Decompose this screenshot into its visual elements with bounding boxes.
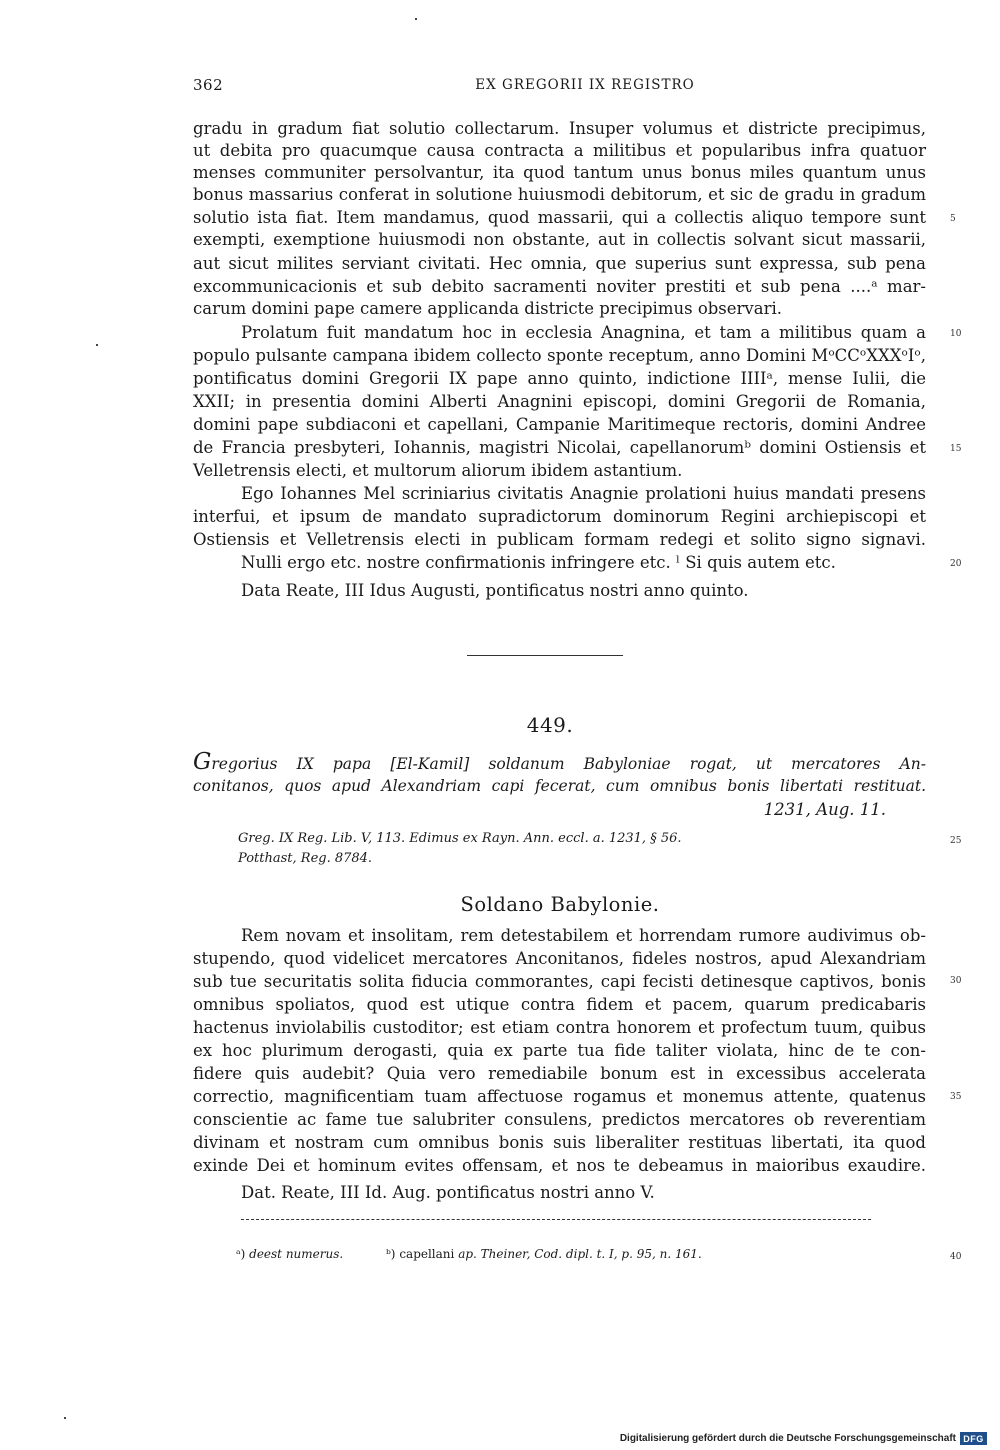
footnote-a-mark: ᵃ) xyxy=(236,1247,246,1261)
footnote-b-mark: ᵇ) xyxy=(386,1247,396,1261)
body-line: Ostiensis et Velletrensis electi in publicam formam redegi et solito signo signavi. xyxy=(193,530,926,549)
document-text-line: correctio, magnificentiam tuam affectuose rogamus et monemus attente, quatenus xyxy=(193,1087,926,1106)
body-line: interfui, et ipsum de mandato supradictorum dominorum Regini archiepiscopi et xyxy=(193,507,926,526)
line-number: 10 xyxy=(950,329,962,339)
body-line: gradu in gradum fiat solutio collectarum. Insuper volumus et districte precipimus, xyxy=(193,119,926,138)
body-line: XXII; in presentia domini Alberti Anagnini episcopi, domini Gregorii de Romania, xyxy=(193,392,926,411)
footnote-b xyxy=(386,1246,702,1262)
body-line: de Francia presbyteri, Iohannis, magistri Nicolai, capellanorumᵇ domini Ostiensis et xyxy=(193,438,926,457)
funding-note: Digitalisierung gefördert durch die Deutsche Forschungsgemeinschaft xyxy=(619,1433,956,1444)
document-date: 1231, Aug. 11. xyxy=(763,800,886,819)
scan-mark-left-2 xyxy=(64,1417,66,1419)
line-number: 25 xyxy=(950,836,962,846)
line-number: 40 xyxy=(950,1252,962,1262)
section-divider xyxy=(467,655,623,656)
page-number: 362 xyxy=(193,76,224,94)
line-number: 30 xyxy=(950,976,962,986)
document-text-line: omnibus spoliatos, quod est utique contra fidem et pacem, quarum predicabaris xyxy=(193,995,926,1014)
line-number: 5 xyxy=(950,214,956,224)
document-number: 449. xyxy=(526,713,574,737)
footnote-a-text: deest numerus. xyxy=(249,1247,344,1261)
source-line: Potthast, Reg. 8784. xyxy=(238,851,373,866)
body-line: carum domini pape camere applicanda districte precipimus observari. xyxy=(193,299,782,318)
body-line: pontificatus domini Gregorii IX pape anno quinto, indictione IIIIᵃ, mense Iulii, die xyxy=(193,369,926,388)
document-text-line: ex hoc plurimum derogasti, quia ex parte tua fide taliter violata, hinc de te con- xyxy=(193,1041,926,1060)
body-line: Velletrensis electi, et multorum aliorum ibidem astantium. xyxy=(193,461,683,480)
body-line: Data Reate, III Idus Augusti, pontificatus nostri anno quinto. xyxy=(241,581,749,600)
line-number: 35 xyxy=(950,1092,962,1102)
document-text-line: sub tue securitatis solita fiducia commorantes, capi fecisti detinesque captivos, bonis xyxy=(193,972,926,991)
footnote-b-text: capellani xyxy=(399,1247,455,1261)
body-line: exempti, exemptione huiusmodi non obstante, aut in collectis solvant sicut massarii, xyxy=(193,230,926,249)
document-text-line: conscientie ac fame tue salubriter consulens, predictos mercatores ob reverentiam xyxy=(193,1110,926,1129)
body-line: Prolatum fuit mandatum hoc in ecclesia Anagnina, et tam a militibus quam a xyxy=(241,323,926,342)
footnote-b-citation: ap. Theiner, Cod. dipl. t. I, p. 95, n. 161. xyxy=(458,1247,702,1261)
dfg-logo-text: DFG xyxy=(963,1433,984,1444)
source-line: Greg. IX Reg. Lib. V, 113. Edimus ex Rayn. Ann. eccl. a. 1231, § 56. xyxy=(238,831,682,846)
body-line: Ego Iohannes Mel scriniarius civitatis Anagnie prolationi huius mandati presens xyxy=(241,484,926,503)
scan-mark-top xyxy=(415,18,417,20)
body-line: menses communiter persolvantur, ita quod tantum unus bonus miles quantum unus xyxy=(193,163,926,182)
summary-initial: G xyxy=(193,749,212,775)
body-line: bonus massarius conferat in solutione huiusmodi debitorum, et sic de gradu in gradum xyxy=(193,185,926,204)
body-line: ut debita pro quacumque causa contracta a militibus et popularibus infra quatuor xyxy=(193,141,926,160)
document-text-line: divinam et nostram cum omnibus bonis suis liberaliter restituas libertati, ita quod xyxy=(193,1133,926,1152)
document-summary-line: conitanos, quos apud Alexandriam capi fecerat, cum omnibus bonis libertati restituat. xyxy=(193,777,926,795)
dfg-logo xyxy=(960,1432,987,1445)
body-line: Nulli ergo etc. nostre confirmationis infringere etc. ˡ Si quis autem etc. xyxy=(241,553,836,572)
footnote-separator xyxy=(241,1219,871,1220)
body-line: domini pape subdiaconi et capellani, Campanie Maritimeque rectoris, domini Andree xyxy=(193,415,926,434)
line-number: 15 xyxy=(950,444,962,454)
body-line: solutio ista fiat. Item mandamus, quod massarii, qui a collectis aliquo tempore sunt xyxy=(193,208,926,227)
document-address: Soldano Babylonie. xyxy=(460,893,660,916)
document-text-line: stupendo, quod videlicet mercatores Anconitanos, fideles nostros, apud Alexandriam xyxy=(193,949,926,968)
scan-mark-left-1 xyxy=(96,344,98,346)
document-summary-line xyxy=(193,751,926,773)
document-text-line: exinde Dei et hominum evites offensam, et nos te debeamus in maioribus exaudire. xyxy=(193,1156,926,1175)
summary-text: regorius IX papa [El-Kamil] soldanum Babyloniae rogat, ut mercatores An- xyxy=(211,755,926,773)
document-text-line: Rem novam et insolitam, rem detestabilem et horrendam rumore audivimus ob- xyxy=(241,926,926,945)
body-line: excommunicacionis et sub debito sacramenti noviter prestiti et sub pena ....ᵃ mar- xyxy=(193,277,926,296)
body-line: populo pulsante campana ibidem collecto sponte receptum, anno Domini MᵒCCᵒXXXᵒIᵒ, xyxy=(193,346,926,365)
body-line: aut sicut milites serviant civitati. Hec omnia, que superius sunt expressa, sub pena xyxy=(193,254,926,273)
document-closing: Dat. Reate, III Id. Aug. pontificatus nostri anno V. xyxy=(241,1183,655,1202)
running-title: EX GREGORII IX REGISTRO xyxy=(475,77,695,93)
document-text-line: fidere quis audebit? Quia vero remediabile bonum est in excessibus accelerata xyxy=(193,1064,926,1083)
line-number: 20 xyxy=(950,559,962,569)
footnote-a xyxy=(236,1246,343,1262)
document-text-line: hactenus inviolabilis custoditor; est etiam contra honorem et profectum tuum, quibus xyxy=(193,1018,926,1037)
